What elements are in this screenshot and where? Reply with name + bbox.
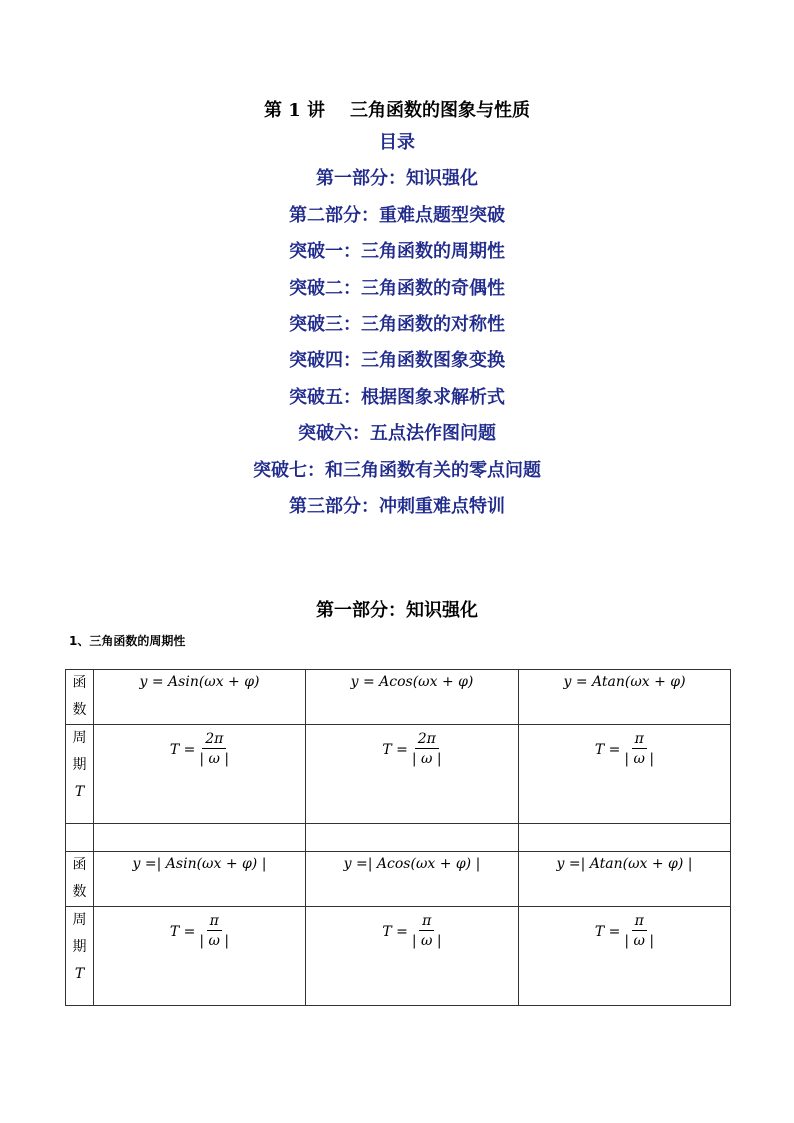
toc-item[interactable]: 突破一：三角函数的周期性: [289, 241, 505, 263]
period-cell: T = $\frac{2\pi}{| \omega |}$: [94, 725, 306, 824]
period-cell: T = $\frac{\pi}{| \omega |}$: [306, 907, 519, 1006]
period-fraction: $\frac{\pi}{| \omega |}$: [624, 731, 655, 767]
table-row: [66, 725, 731, 824]
period-fraction: $\frac{\pi}{| \omega |}$: [624, 913, 655, 949]
table-row: [66, 907, 731, 1006]
table-of-contents: [0, 132, 794, 532]
table-row: [66, 852, 731, 907]
period-cell: T = $\frac{2\pi}{| \omega |}$: [306, 725, 519, 824]
page-title: 第 1 讲 三角函数的图象与性质: [263, 100, 531, 121]
toc-item[interactable]: 第二部分：重难点题型突破: [289, 204, 505, 226]
toc-heading[interactable]: 目录: [379, 132, 415, 153]
period-fraction: $\frac{2\pi}{| \omega |}$: [199, 731, 230, 767]
toc-item[interactable]: 突破七：和三角函数有关的零点问题: [253, 459, 541, 481]
function-cell: y = Acos(ωx + φ): [306, 670, 519, 725]
period-cell: T = $\frac{\pi}{| \omega |}$: [519, 907, 731, 1006]
period-fraction: $\frac{\pi}{| \omega |}$: [411, 913, 442, 949]
period-cell: T = $\frac{\pi}{| \omega |}$: [519, 725, 731, 824]
period-table: [65, 669, 731, 1006]
subsection-title: 1、三角函数的周期性: [69, 634, 186, 648]
function-cell: y =| Acos(ωx + φ) |: [306, 852, 519, 907]
toc-item[interactable]: 突破四：三角函数图象变换: [289, 350, 505, 372]
row-label-period: 周 期 T: [66, 725, 94, 824]
function-cell: y = Atan(ωx + φ): [519, 670, 731, 725]
toc-item[interactable]: 突破二：三角函数的奇偶性: [289, 277, 505, 299]
table-row: [66, 670, 731, 725]
function-cell: y = Asin(ωx + φ): [94, 670, 306, 725]
toc-item[interactable]: 突破五：根据图象求解析式: [289, 386, 505, 408]
function-cell: y =| Asin(ωx + φ) |: [94, 852, 306, 907]
section-title: 第一部分：知识强化: [316, 600, 478, 621]
period-cell: T = $\frac{\pi}{| \omega |}$: [94, 907, 306, 1006]
row-label-function: 函 数: [66, 670, 94, 725]
row-label-function: 函 数: [66, 852, 94, 907]
toc-item[interactable]: 第三部分：冲刺重难点特训: [289, 495, 505, 517]
toc-item[interactable]: 突破三：三角函数的对称性: [289, 313, 505, 335]
row-label-period: 周 期 T: [66, 907, 94, 1006]
function-cell: y =| Atan(ωx + φ) |: [519, 852, 731, 907]
toc-item[interactable]: 突破六：五点法作图问题: [298, 423, 496, 445]
toc-item[interactable]: 第一部分：知识强化: [316, 168, 478, 190]
period-fraction: $\frac{2\pi}{| \omega |}$: [411, 731, 442, 767]
period-fraction: $\frac{\pi}{| \omega |}$: [199, 913, 230, 949]
table-row-empty: [66, 824, 731, 852]
